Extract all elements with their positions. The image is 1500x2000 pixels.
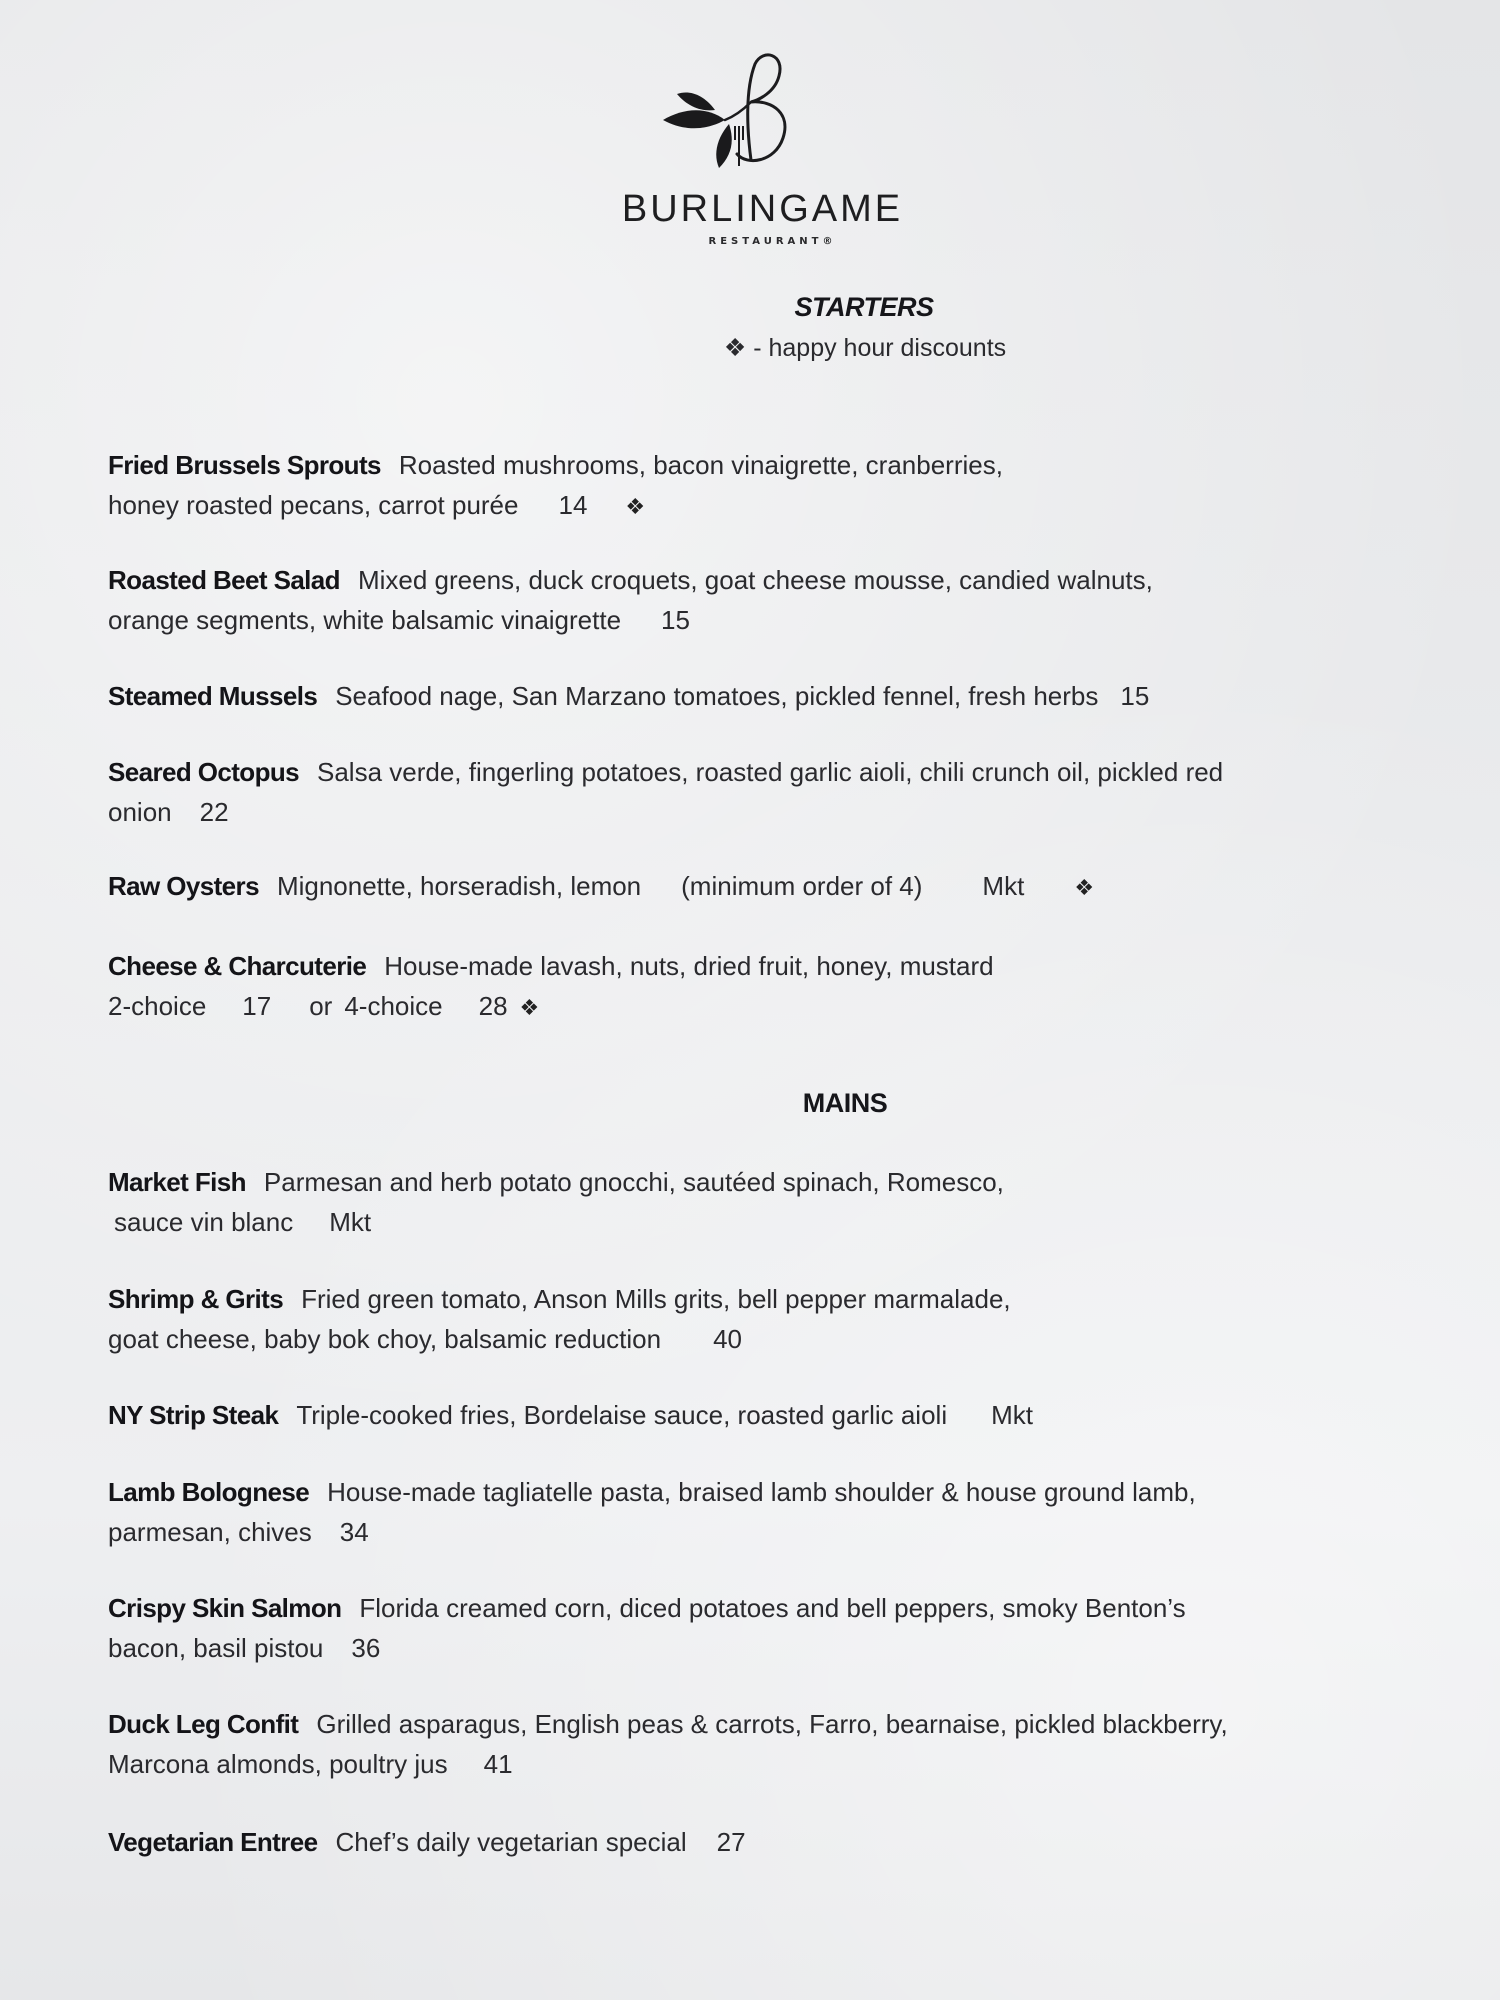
item-description: Salsa verde, fingerling potatoes, roasted garlic aioli, chili crunch oil, pickled red [317,757,1224,787]
menu-item [108,445,1368,527]
item-option: 2-choice [108,991,207,1021]
item-price: 41 [483,1749,513,1779]
item-description: orange segments, white balsamic vinaigrette [108,605,622,635]
menu-item [108,676,1368,716]
item-description: bacon, basil pistou [108,1633,324,1663]
item-price: 36 [351,1633,381,1663]
item-description: goat cheese, baby bok choy, balsamic reduction [108,1324,662,1354]
restaurant-name: BURLINGAME [621,188,904,230]
item-description: Chef’s daily vegetarian special [335,1827,687,1857]
item-name: Steamed Mussels [108,681,318,711]
item-option: 4-choice [344,991,443,1021]
item-description: Fried green tomato, Anson Mills grits, bell pepper marmalade, [301,1284,1011,1314]
item-price: 15 [661,605,690,635]
menu-item [108,1395,1368,1435]
item-price: 17 [242,991,272,1021]
item-description: House-made tagliatelle pasta, braised lamb shoulder & house ground lamb, [327,1477,1196,1507]
item-price: 28 [478,991,508,1021]
starters-heading: STARTERS [794,292,934,322]
item-description: sauce vin blanc [114,1207,294,1237]
item-price: 15 [1120,681,1150,711]
item-price: Mkt [991,1400,1033,1430]
happy-hour-icon: ❖ [723,334,747,362]
item-name: Lamb Bolognese [108,1477,310,1507]
happy-hour-icon: ❖ [1074,875,1095,900]
item-name: Shrimp & Grits [108,1284,284,1314]
item-description: Mixed greens, duck croquets, goat cheese mousse, candied walnuts, [357,565,1153,595]
item-price: 22 [199,797,229,827]
item-description: Mignonette, horseradish, lemon [276,871,642,901]
menu-item [108,752,1368,832]
item-note: (minimum order of 4) [681,871,923,901]
menu-item [108,560,1368,640]
item-name: Duck Leg Confit [108,1709,299,1739]
restaurant-logo [0,50,1500,247]
item-description: onion [108,797,172,827]
menu-item [108,1588,1368,1668]
menu-item [108,1279,1368,1359]
item-description: honey roasted pecans, carrot purée [108,490,519,520]
item-description: Florida creamed corn, diced potatoes and bell peppers, smoky Benton’s [359,1593,1186,1623]
legend-text: - happy hour discounts [746,334,1007,362]
item-description: Roasted mushrooms, bacon vinaigrette, cranberries, [398,450,1003,480]
mains-heading: MAINS [802,1088,888,1118]
item-description: Parmesan and herb potato gnocchi, sautéed spinach, Romesco, [263,1167,1004,1197]
item-name: Market Fish [108,1167,246,1197]
item-name: Roasted Beet Salad [108,565,340,595]
item-price: 14 [558,490,588,520]
item-price: 27 [716,1827,746,1857]
item-name: NY Strip Steak [108,1400,279,1430]
item-name: Cheese & Charcuterie [108,951,367,981]
item-description: Marcona almonds, poultry jus [108,1749,448,1779]
item-description: Seafood nage, San Marzano tomatoes, pickled fennel, fresh herbs [335,681,1099,711]
menu-item [108,1822,1368,1862]
restaurant-subtitle: RESTAURANT® [708,236,837,247]
item-name: Vegetarian Entree [108,1827,318,1857]
item-description: parmesan, chives [108,1517,312,1547]
item-description: Triple-cooked fries, Bordelaise sauce, roasted garlic aioli [296,1400,948,1430]
happy-hour-icon: ❖ [625,494,646,519]
item-name: Fried Brussels Sprouts [108,450,381,480]
item-name: Raw Oysters [108,871,259,901]
item-or: or [309,991,333,1021]
menu-item [108,866,1368,908]
menu-item [108,1162,1368,1242]
menu-item [108,1704,1368,1784]
happy-hour-legend [0,333,1500,363]
menu-item [108,946,1368,1028]
item-name: Crispy Skin Salmon [108,1593,342,1623]
item-description: Grilled asparagus, English peas & carrots, Farro, bearnaise, pickled blackberry, [316,1709,1228,1739]
item-price: Mkt [982,871,1025,901]
item-name: Seared Octopus [108,757,299,787]
item-description: House-made lavash, nuts, dried fruit, honey, mustard [384,951,994,981]
item-price: 34 [339,1517,369,1547]
menu-item [108,1472,1368,1552]
item-price: 40 [713,1324,742,1354]
happy-hour-icon: ❖ [519,995,540,1020]
logo-leaf-b-icon [655,50,815,180]
item-price: Mkt [329,1207,372,1237]
